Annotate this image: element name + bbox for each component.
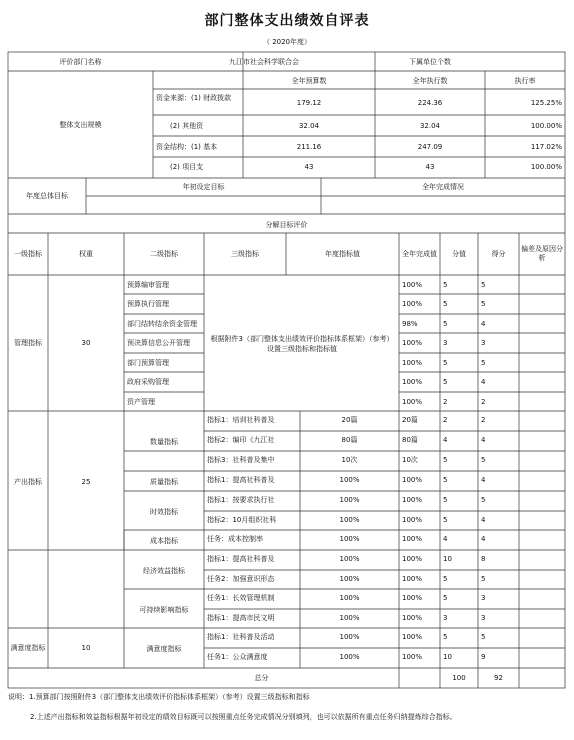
- done-value: 100%: [402, 300, 423, 308]
- done-value: 100%: [402, 653, 423, 661]
- col-header: 全年完成值: [402, 250, 437, 258]
- level2-label: 资产管理: [127, 398, 155, 406]
- overall-row-rate: 100.00%: [530, 163, 562, 171]
- done-value: 100%: [402, 281, 423, 289]
- done-value: 100%: [402, 594, 423, 602]
- col-header: 年度指标值: [325, 250, 360, 258]
- target-value: 100%: [339, 653, 360, 661]
- score-value: 5: [443, 320, 448, 328]
- target-value: 80篇: [341, 436, 358, 444]
- got-value: 3: [481, 339, 486, 347]
- level1-label: 产出指标: [14, 478, 42, 486]
- overall-label: 整体支出规模: [59, 121, 102, 129]
- done-value: 100%: [402, 516, 423, 524]
- level3-label: 任务1：长效管理机制: [207, 594, 275, 602]
- level3-label: 任务2：加强意识形态: [207, 575, 275, 583]
- overall-header-rate: 执行率: [514, 77, 536, 85]
- level3-label: 指标1：提高社科普及: [207, 555, 275, 563]
- col-header: 三级指标: [231, 250, 259, 258]
- level3-label: 指标1：提高社科普及: [207, 476, 275, 484]
- level2-label: 预算执行管理: [127, 300, 169, 308]
- col-header: 得分: [491, 250, 506, 258]
- level3-label: 任务1：公众满意度: [207, 653, 268, 661]
- overall-row-label: (2) 项目支: [170, 163, 204, 171]
- goal-actual: 全年完成情况: [422, 183, 464, 191]
- weight-value: 30: [81, 339, 91, 347]
- score-value: 5: [443, 516, 448, 524]
- level2-label: 预决算信息公开管理: [127, 339, 190, 347]
- overall-header-budget: 全年预算数: [291, 77, 327, 85]
- level3-label: 指标3：社科普及集中: [207, 456, 275, 464]
- got-value: 4: [481, 436, 486, 444]
- got-value: 4: [481, 320, 486, 328]
- overall-row-label: 资金来源：(1) 财政拨款: [156, 94, 232, 102]
- done-value: 100%: [402, 633, 423, 641]
- target-value: 100%: [339, 633, 360, 641]
- target-value: 20篇: [341, 416, 358, 424]
- target-value: 100%: [339, 614, 360, 622]
- done-value: 80篇: [402, 436, 418, 444]
- target-value: 100%: [339, 496, 360, 504]
- dept-value: 九江市社会科学联合会: [229, 58, 299, 66]
- score-value: 4: [443, 535, 448, 543]
- overall-row-label: (2) 其他资: [170, 122, 204, 130]
- col-header: 分值: [452, 250, 466, 258]
- weight-value: 10: [81, 644, 91, 652]
- overall-row-exec: 247.09: [417, 143, 443, 151]
- unit-label: 下属单位个数: [409, 58, 451, 66]
- level3-label: 任务：成本控制率: [207, 535, 263, 543]
- overall-row-exec: 224.36: [417, 99, 443, 107]
- level3-label: 指标2：编印《九江社: [207, 436, 275, 444]
- level3-label: 指标1：按要求执行社: [207, 496, 275, 504]
- got-value: 5: [481, 575, 486, 583]
- level3-label: 指标1：培训社科普及: [207, 416, 275, 424]
- fiscal-year: （ 2020年度）: [262, 38, 312, 46]
- level3-label: 指标1：社科普及活动: [207, 633, 275, 641]
- done-value: 100%: [402, 359, 423, 367]
- total-got: 92: [494, 674, 503, 682]
- done-value: 100%: [402, 575, 423, 583]
- section-title: 分解目标评价: [265, 221, 308, 229]
- level2-label: 预算编审管理: [127, 281, 169, 289]
- score-value: 4: [443, 436, 448, 444]
- got-value: 3: [481, 614, 486, 622]
- got-value: 4: [481, 476, 486, 484]
- done-value: 100%: [402, 614, 423, 622]
- done-value: 100%: [402, 398, 423, 406]
- got-value: 8: [481, 555, 486, 563]
- score-value: 5: [443, 633, 448, 641]
- got-value: 4: [481, 516, 486, 524]
- target-value: 10次: [341, 456, 358, 464]
- level2-label: 时效指标: [150, 508, 178, 516]
- level2-label: 数量指标: [150, 438, 178, 446]
- mgmt-note: 根据附件3（部门整体支出绩效评价指标体系框架）（参考）设置三级指标和指标值: [210, 335, 394, 353]
- score-value: 10: [443, 653, 452, 661]
- score-value: 5: [443, 575, 448, 583]
- overall-row-exec: 32.04: [419, 122, 441, 130]
- level2-label: 可持续影响指标: [139, 606, 189, 614]
- target-value: 100%: [339, 516, 360, 524]
- done-value: 100%: [402, 476, 423, 484]
- level3-label: 指标1：提高市民文明: [207, 614, 275, 622]
- overall-row-budget: 179.12: [296, 99, 322, 107]
- overall-row-rate: 100.00%: [530, 122, 562, 130]
- done-value: 10次: [402, 456, 418, 464]
- done-value: 100%: [402, 378, 423, 386]
- got-value: 5: [481, 456, 486, 464]
- level2-label: 政府采购管理: [127, 378, 169, 386]
- goal-label: 年度总体目标: [26, 192, 68, 200]
- level2-label: 质量指标: [150, 478, 178, 486]
- got-value: 2: [481, 416, 486, 424]
- done-value: 20篇: [402, 416, 418, 424]
- target-value: 100%: [339, 535, 360, 543]
- dept-label: 评价部门名称: [59, 58, 102, 66]
- level2-label: 成本指标: [150, 537, 178, 545]
- done-value: 100%: [402, 496, 423, 504]
- page-title: 部门整体支出绩效自评表: [204, 13, 370, 29]
- overall-row-budget: 43: [304, 163, 314, 171]
- score-value: 5: [443, 378, 448, 386]
- level1-label: 满意度指标: [10, 644, 46, 652]
- got-value: 2: [481, 398, 486, 406]
- score-value: 3: [443, 614, 448, 622]
- score-value: 5: [443, 594, 448, 602]
- score-value: 5: [443, 359, 448, 367]
- overall-header-exec: 全年执行数: [412, 77, 448, 85]
- done-value: 100%: [402, 555, 423, 563]
- overall-row-rate: 125.25%: [530, 99, 562, 107]
- done-value: 100%: [402, 535, 423, 543]
- goal-planned: 年初设定目标: [182, 183, 225, 191]
- got-value: 5: [481, 496, 486, 504]
- got-value: 9: [481, 653, 486, 661]
- got-value: 5: [481, 633, 486, 641]
- score-value: 10: [443, 555, 452, 563]
- col-header: 二级指标: [150, 250, 178, 258]
- col-header: 权重: [79, 250, 93, 258]
- score-value: 5: [443, 496, 448, 504]
- overall-row-budget: 211.16: [296, 143, 322, 151]
- got-value: 3: [481, 594, 486, 602]
- overall-row-label: 资金结构：(1) 基本: [156, 143, 218, 151]
- done-value: 98%: [402, 320, 418, 328]
- col-header: 偏差及原因分析: [521, 245, 563, 262]
- target-value: 100%: [339, 594, 360, 602]
- col-header: 一级指标: [14, 250, 42, 258]
- level2-label: 经济效益指标: [143, 567, 185, 575]
- overall-row-budget: 32.04: [298, 122, 320, 130]
- level2-label: 部门预算管理: [127, 359, 169, 367]
- note-2: 2.上述产出指标和效益指标根据年初设定的绩效目标既可以按照重点任务完成情况分别填列，也可以依据所有重点任务归纳提炼综合指标。: [30, 713, 457, 721]
- overall-row-exec: 43: [425, 163, 435, 171]
- overall-row-rate: 117.02%: [530, 143, 562, 151]
- score-value: 2: [443, 416, 448, 424]
- total-label: 总分: [254, 674, 269, 682]
- level2-label: 部门结转结余资金管理: [127, 320, 197, 328]
- target-value: 100%: [339, 476, 360, 484]
- level2-label: 满意度指标: [146, 645, 182, 653]
- got-value: 4: [481, 378, 486, 386]
- total-score: 100: [452, 674, 466, 682]
- score-value: 3: [443, 339, 448, 347]
- level1-label: 管理指标: [14, 339, 42, 347]
- target-value: 100%: [339, 575, 360, 583]
- got-value: 5: [481, 300, 486, 308]
- score-value: 5: [443, 300, 448, 308]
- done-value: 100%: [402, 339, 423, 347]
- level3-label: 指标2：10月组织社科: [207, 516, 277, 524]
- score-value: 5: [443, 456, 448, 464]
- weight-value: 25: [81, 478, 91, 486]
- target-value: 100%: [339, 555, 360, 563]
- score-value: 2: [443, 398, 448, 406]
- got-value: 4: [481, 535, 486, 543]
- note-1: 说明：1.预算部门按照附件3（部门整体支出绩效评价指标体系框架）（参考）设置三级指标和指标: [8, 693, 310, 701]
- got-value: 5: [481, 359, 486, 367]
- score-value: 5: [443, 476, 448, 484]
- got-value: 5: [481, 281, 486, 289]
- score-value: 5: [443, 281, 448, 289]
